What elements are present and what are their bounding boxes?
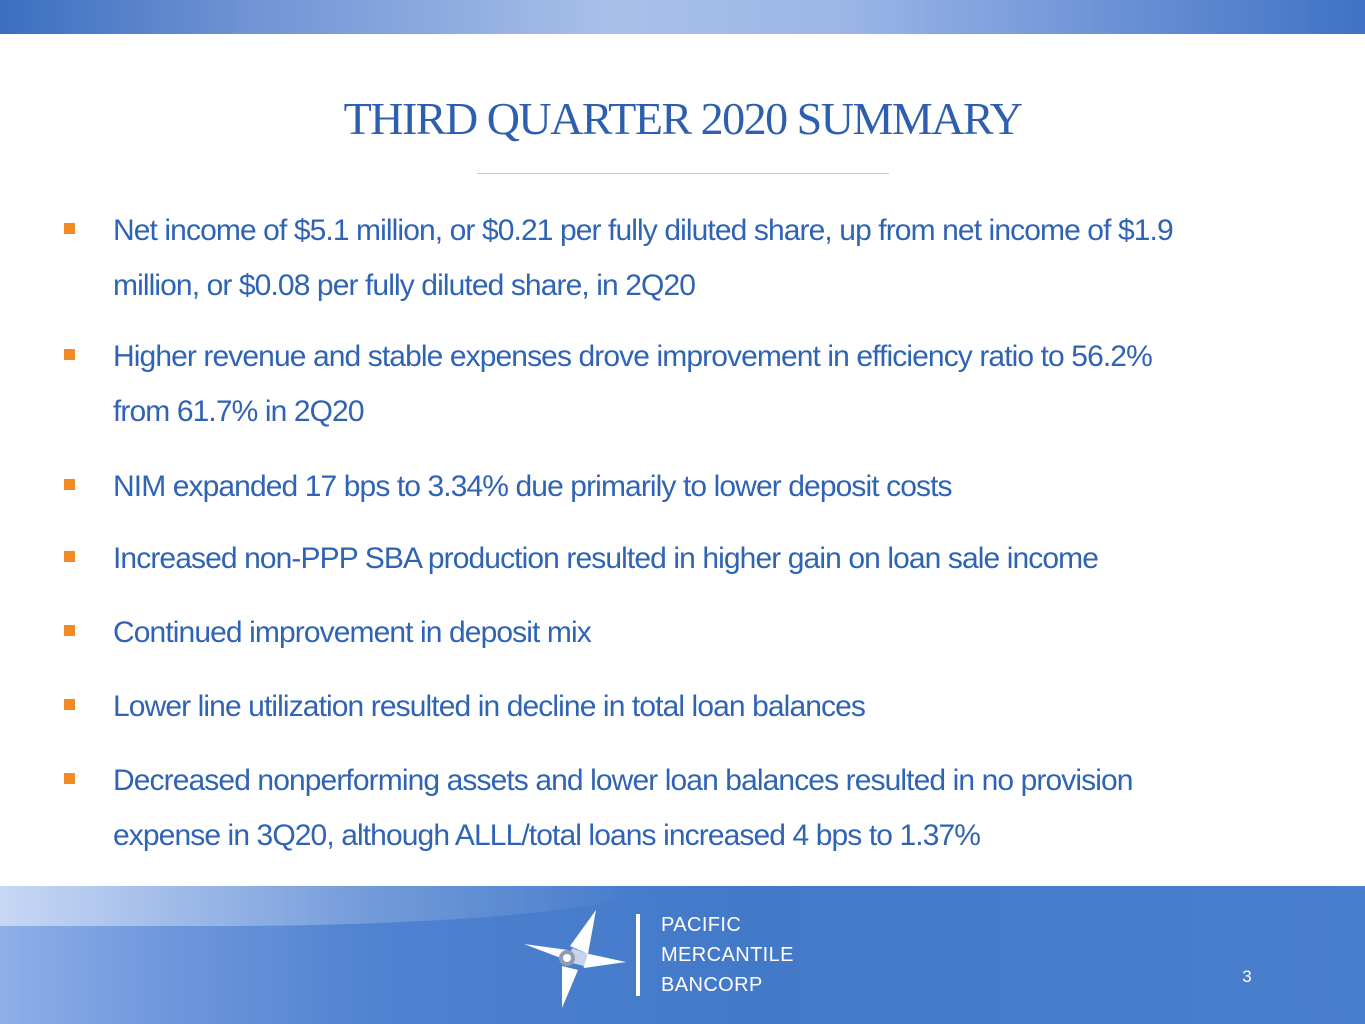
bullet-text-line: NIM expanded 17 bps to 3.34% due primarily to lower deposit costs (113, 470, 952, 503)
bullet-marker-icon (64, 479, 75, 490)
bullet-text-line: Net income of $5.1 million, or $0.21 per fully diluted share, up from net income of $1.9 (113, 214, 1173, 247)
top-header-band (0, 0, 1365, 34)
bullet-marker-icon (64, 551, 75, 562)
page-number: 3 (1242, 967, 1252, 986)
logo-text-bancorp: BANCORP (661, 974, 763, 996)
bullet-marker-icon (64, 349, 75, 360)
bullet-text-line: Higher revenue and stable expenses drove improvement in efficiency ratio to 56.2% (113, 340, 1152, 373)
logo-divider (636, 914, 640, 996)
bullet-text-line: Continued improvement in deposit mix (113, 616, 591, 649)
bullet-text-line: Increased non-PPP SBA production resulted in higher gain on loan sale income (113, 542, 1099, 575)
bullet-text-line: from 61.7% in 2Q20 (113, 395, 364, 428)
bullet-marker-icon (64, 699, 75, 710)
bullet-marker-icon (64, 773, 75, 784)
bullet-text-line: Decreased nonperforming assets and lower loan balances resulted in no provision (113, 764, 1133, 797)
slide-title: THIRD QUARTER 2020 SUMMARY (343, 93, 1022, 144)
bullet-text-line: million, or $0.08 per fully diluted share, in 2Q20 (113, 269, 696, 302)
bullet-marker-icon (64, 223, 75, 234)
logo-text-pacific: PACIFIC (661, 914, 742, 936)
bullet-text-line: Lower line utilization resulted in decline in total loan balances (113, 690, 865, 723)
logo-text-mercantile: MERCANTILE (661, 944, 794, 966)
pacific-mercantile-logo-icon (522, 904, 628, 1010)
bullet-marker-icon (64, 625, 75, 636)
bullet-text-line: expense in 3Q20, although ALLL/total loans increased 4 bps to 1.37% (113, 819, 981, 852)
title-underline (477, 173, 889, 174)
